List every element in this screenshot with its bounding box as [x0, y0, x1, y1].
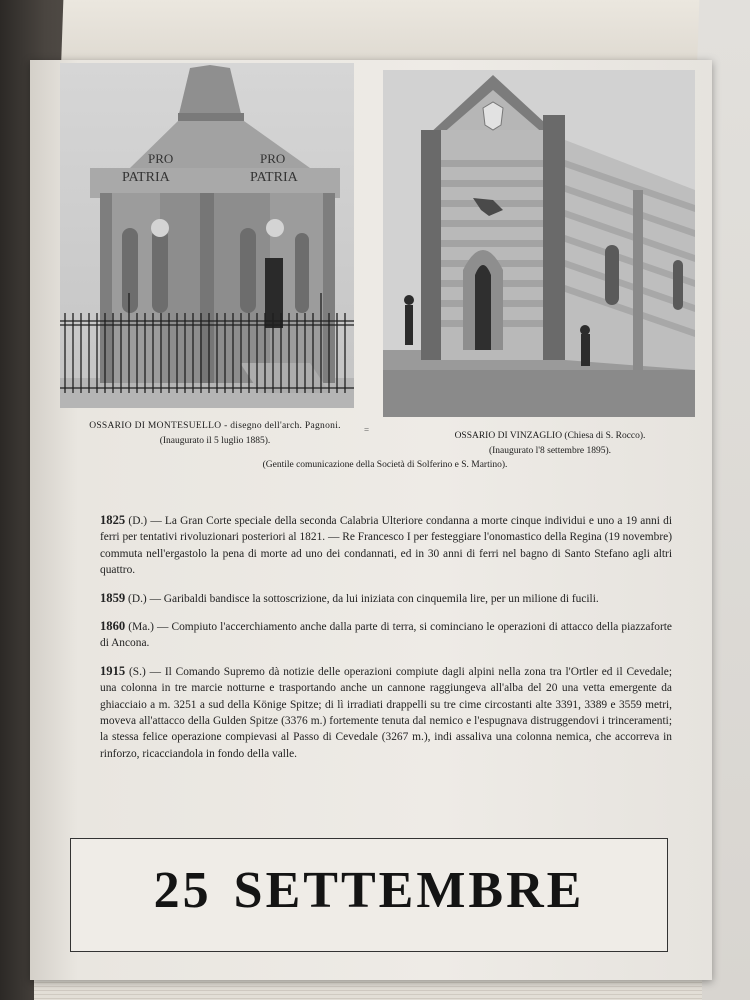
- inscription-patria-left: PATRIA: [122, 170, 170, 185]
- caption-montesuello: [60, 419, 370, 449]
- date-month: SETTEMBRE: [233, 862, 585, 919]
- inscription-pro-left: PRO: [148, 151, 174, 166]
- date-heading: [71, 861, 667, 920]
- inscription-pro-right: PRO: [260, 151, 286, 166]
- date-banner: [70, 838, 668, 952]
- entry-source: (D.): [128, 515, 148, 527]
- entry-year: 1825: [100, 513, 126, 527]
- caption-vinzaglio: [395, 429, 705, 459]
- entry-source: (S.): [129, 665, 146, 678]
- entry-1915: [100, 663, 672, 762]
- entry-1860: [100, 618, 672, 652]
- date-day: 25: [153, 862, 212, 919]
- caption-mark: =: [364, 425, 370, 435]
- caption-vinzaglio-title: OSSARIO DI VINZAGLIO (Chiesa di S. Rocco).: [454, 431, 646, 441]
- caption-montesuello-date: (Inaugurato il 5 luglio 1885).: [159, 436, 271, 446]
- photo-ossario-montesuello: [60, 63, 354, 408]
- entry-year: 1915: [100, 663, 126, 678]
- inscription-patria-right: PATRIA: [250, 170, 298, 185]
- caption-vinzaglio-date: (Inaugurato l'8 settembre 1895).: [488, 446, 611, 456]
- photo-ossario-vinzaglio: [383, 70, 695, 417]
- entry-text: — La Gran Corte speciale della seconda Calabria Ulteriore condanna a morte cinque individui e uno a 19 anni di ferri per tentativi rivoluzionari posteriori al 1821. — Re Francesco I per festeggiare l'onomastico della Regina (19 novembre) commuta nell'ergastolo la pena di morte ad uno dei condannati, ed in 30 anni di ferri nel bagno di Santo Stefano agli altri quattro.: [100, 515, 672, 577]
- entry-1859: [100, 590, 672, 607]
- entry-year: 1859: [100, 590, 126, 605]
- entry-text: — Il Comando Supremo dà notizie delle operazioni compiute dagli alpini nella zona tra l'Ortler ed il Cevedale; una colonna in tre marcie notturne e trasportando anche un cannone raggiungeva all'alba del 20 una vetta emergente da ghiacciaio a m. 3251 a sud della Könige Spitze; di lì irradiati drappelli su tre cime circostanti alte 3391, 3389 e 3559 metri, moveva all'attacco della Gulden Spitze (3376 m.) fortemente tenuta dal nemico e l'espugnava distruggendovi i trinceramenti; la stessa felice operazione compievasi al Passo di Cevedale (3267 m.), indi assaliva una colonna nemica, che accorreva in rinforzo, ricacciandola in fondo della valle.: [100, 665, 672, 760]
- entry-1825: [100, 512, 672, 579]
- historical-entries: [100, 512, 672, 773]
- caption-credit-note: (Gentile comunicazione della Società di Solferino e S. Martino).: [262, 460, 508, 470]
- entry-year: 1860: [100, 619, 126, 634]
- entry-text: — Compiuto l'accerchiamento anche dalla parte di terra, si cominciano le operazioni di attacco della piazzaforte di Ancona.: [100, 621, 672, 650]
- entry-text: — Garibaldi bandisce la sottoscrizione, da lui iniziata con cinquemila lire, per un milione di fucili.: [146, 592, 599, 605]
- caption-montesuello-title: OSSARIO DI MONTESUELLO - disegno dell'arch. Pagnoni.: [89, 421, 341, 431]
- entry-source: (Ma.): [128, 621, 154, 634]
- entry-source: (D.): [128, 592, 147, 605]
